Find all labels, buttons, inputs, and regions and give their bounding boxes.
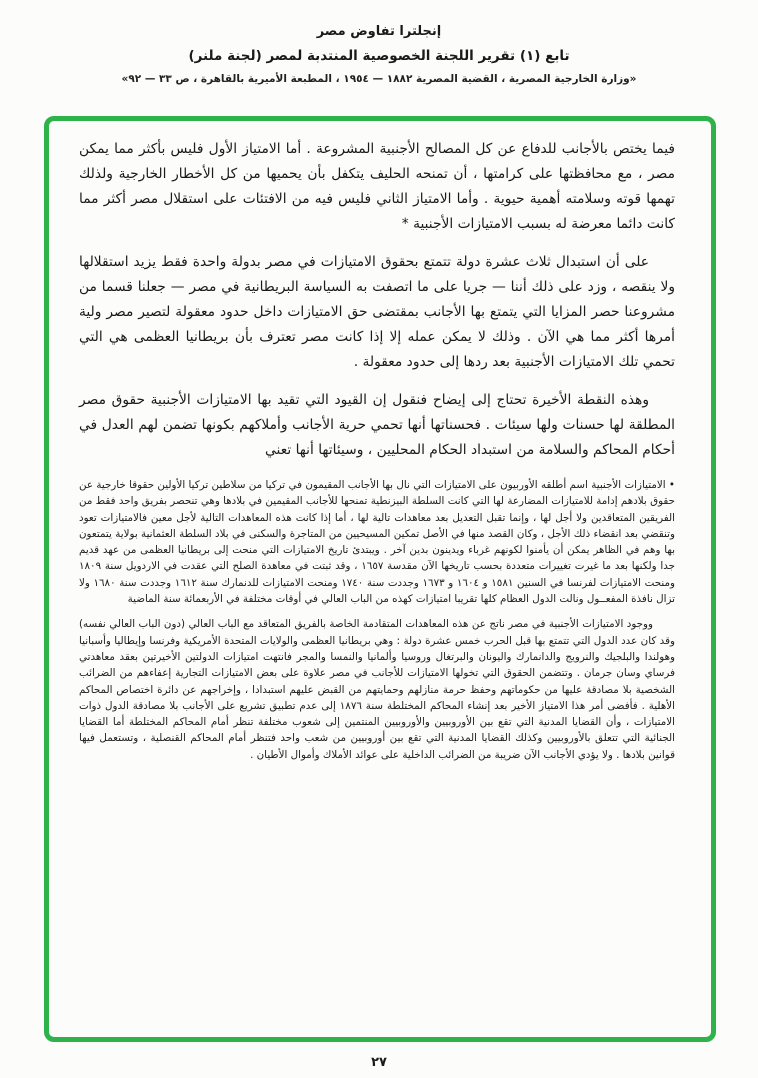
document-source-citation: «وزارة الخارجية المصرية ، القضية المصرية ١٨٨٢ — ١٩٥٤ ، المطبعة الأميرية بالقاهرة ، ص ٣٣ — ٩٢» xyxy=(121,73,637,85)
footnote-paragraph: • الامتيازات الأجنبية اسم أطلقه الأوربيون على الامتيازات التي نال بها الأجانب المقيمون في تركيا من سلاطين تركيا الأولين حقوقا خارجية عن حقوق بلادهم إدامة للامتيازات المضارعة لها التي كانت السلطة البيزنطية تمنحها للأجانب المقيمين في بلادها وهي تنحصر بفريق واحد فقط من الفريقين المتعاقدين ولا أجل لها ، وإنما تقبل التعديل بعد معاهدات تالية لها ، أما إذا كانت هذه المعاهدات التالية لأجل معين فالامتيازات تعود وتنقضي بعد انقضاء ذلك الأجل ، وكان القصد منها في الأصل تمكين المسيحيين من المتاجرة والسكنى في بلاد السلطة العثمانية بولاية يتمتعون بها وهم في الظاهر يمكن أن يأمنوا لكونهم غرباء ويدينون بدين آخر . ويبتدئ تاريخ الامتيازات التي منحت إلى بريطانيا العظمى من عهد قديم جدا ولكنها بعد ما غيرت تغييرات متعددة بحسب تاريخها الآن مقدسة ١٦٥٧ ، وقد ثبتت في معاهدة الصلح التي عقدت في الاردويل سنة ١٨٠٩ ومنحت الامتيازات لفرنسا في السنين ١٥٨١ و ١٦٠٤ و ١٦٧٣ وجددت سنة ١٧٤٠ ومنحت الامتيازات للدنمارك سنة ١٦١٢ وجددت سنة ١٦٨٠ ولا تزال نافذة المفعــول ونالت الدول العظام كلها تقريبا امتيازات كهذه من الباب العالي في أوقات مختلفة في الأربعمائة سنة الماضية xyxy=(79,479,675,606)
body-paragraph: فيما يختص بالأجانب للدفاع عن كل المصالح الأجنبية المشروعة . أما الامتياز الأول فليس بأكثر مما يمكن مصر ، مع محافظتها على كرامتها ، أن تمنحه الحليف يتكفل بأن يحميها من كل الأخطار الخارجية ولذلك تهمها قوته وسلامته أهمية حيوية . وأما الامتياز الثاني فليس فيه من الافتئات على استقلال مصر أكثر مما كانت دائما معرضة له بسبب الامتيازات الأجنبية * xyxy=(79,141,675,232)
document-subtitle: تابع (١) تقرير اللجنة الخصوصية المنتدبة لمصر (لجنة ملنر) xyxy=(188,48,570,64)
body-paragraph: على أن استبدال ثلاث عشرة دولة تتمتع بحقوق الامتيازات في مصر بدولة واحدة فقط يزيد استقلالها ولا ينقصه ، وزد على ذلك أننا — جريا على ما اتصفت به السياسة البريطانية في مصر — جعلنا قسما من مشروعنا حصر المزايا التي يتمتع بها الأجانب بمقتضى حق الامتيازات داخل حدود معقولة لتصير مصر ولية أمرها أكثر مما هي الآن . وذلك لا يمكن عمله إلا إذا كانت مصر تعترف بأن بريطانيا العظمى هي التي تحمي تلك الامتيازات الأجنبية بعد ردها إلى حدود معقولة . xyxy=(79,254,675,370)
document-title: إنجلترا تفاوض مصر xyxy=(316,24,442,39)
content-border xyxy=(44,116,716,1042)
footnote-block xyxy=(79,477,675,763)
page-header xyxy=(0,0,758,85)
body-paragraph: وهذه النقطة الأخيرة تحتاج إلى إيضاح فنقول إن القيود التي تقيد بها الامتيازات الأجنبية حقوق مصر المطلقة لها حسنات ولها سيئات . فحسناتها أنها تحمي حرية الأجانب وأملاكهم بكونها تضمن لهم العدل في أحكام المحاكم والسلامة من استبداد الحكام المحليين ، وسيئاتها أنها تعني xyxy=(79,392,675,458)
page-number: ٢٧ xyxy=(371,1055,387,1070)
footnote-paragraph: ووجود الامتيازات الأجنبية في مصر ناتج عن هذه المعاهدات المتقادمة الخاصة بالفريق المتعاقد مع الباب العالي (دون الباب العالي نفسه) وقد كان عدد الدول التي تتمتع بها قبل الحرب خمس عشرة دولة : وهي بريطانيا العظمى والولايات المتحدة الأمريكية وفرنسا وإيطاليا وأسبانيا وهولندا والبلجيك والنرويج والدانمارك واليونان والبرتغال وروسيا وألمانيا والنمسا والمجر فانتهت امتيازات الدولتين الأخيرتين بعقد معاهدتي فرساي وسان جرمان . وتتضمن الحقوق التي تخولها الامتيازات للأجانب في مصر علاوة على بعض الامتيازات التجارية إعفاءهم من الضرائب الشخصية بلا مصادقة عليها من حكوماتهم وحفظ حرمة منازلهم وحمايتهم من القبض عليهم استبدادا ، وإخراجهم عن دائرة اختصاص المحاكم الأهلية . فأفضى أمر هذا الامتياز الأخير بعد إنشاء المحاكم المختلطة سنة ١٨٧٦ إلى عدم تطبيق تشريع على الأجانب بلا مصادقة الدول ذوات الامتيازات ، وأن القضايا المدنية التي تقع بين الأوروبيين والأوروبيين المنتمين إلى شعوب مختلفة تنظر أمام المحاكم المختلطة أما القضايا الجنائية التي تتعلق بالأوروبيين وكذلك القضايا المدنية التي تقع بين أوروبيين من شعب واحد فتنظر أمام المحاكم القنصلية ، وتستعمل فيها قوانين بلادها . ولا يؤدي الأجانب الآن ضريبة من الضرائب الداخلية على عوائد الأملاك وأموال الأطيان . xyxy=(79,618,675,761)
